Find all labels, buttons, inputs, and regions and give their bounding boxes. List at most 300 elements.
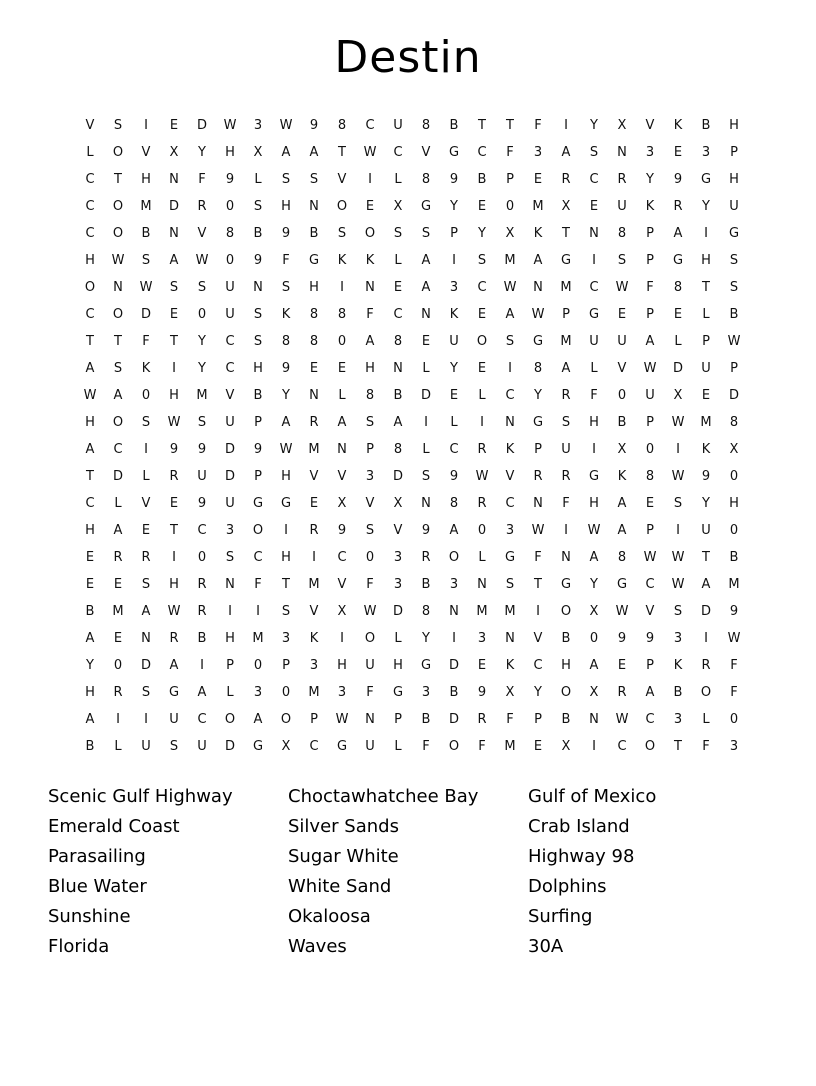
grid-letter: S <box>253 334 263 349</box>
worksheet-page <box>0 30 816 1086</box>
grid-letter: I <box>340 280 344 295</box>
grid-letter: K <box>533 226 543 241</box>
grid-letter: O <box>700 685 712 700</box>
grid-letter: I <box>704 226 708 241</box>
grid-letter: F <box>646 280 654 295</box>
grid-letter: I <box>200 658 204 673</box>
grid-letter: C <box>197 712 207 727</box>
grid-letter: G <box>560 577 572 592</box>
grid-letter: E <box>169 496 179 511</box>
grid-letter: P <box>646 658 654 673</box>
grid-letter: A <box>281 145 291 160</box>
grid-letter: V <box>337 172 347 187</box>
grid-letter: W <box>111 253 125 268</box>
grid-letter: U <box>365 658 375 673</box>
grid-letter: K <box>449 307 459 322</box>
grid-letter: H <box>225 631 235 646</box>
grid-letter: Y <box>198 361 206 376</box>
grid-letter: Y <box>702 199 710 214</box>
grid-letter: C <box>85 199 95 214</box>
grid-letter: 3 <box>421 685 431 700</box>
grid-letter: O <box>84 280 96 295</box>
grid-letter: W <box>643 550 657 565</box>
grid-letter: H <box>169 577 179 592</box>
grid-letter: 8 <box>421 118 431 133</box>
grid-letter: L <box>450 415 458 430</box>
grid-letter: P <box>254 415 262 430</box>
grid-letter: A <box>561 145 571 160</box>
grid-letter: 0 <box>113 658 123 673</box>
grid-letter: D <box>448 712 459 727</box>
grid-letter: L <box>590 361 598 376</box>
grid-letter: W <box>615 280 629 295</box>
grid-letter: H <box>337 658 347 673</box>
grid-letter: F <box>422 739 430 754</box>
grid-letter: V <box>505 469 515 484</box>
word-list <box>48 782 816 962</box>
grid-letter: 9 <box>701 469 711 484</box>
grid-letter: L <box>114 739 122 754</box>
grid-letter: 9 <box>449 172 459 187</box>
grid-letter: X <box>673 388 683 403</box>
grid-letter: P <box>646 523 654 538</box>
grid-letter: X <box>561 739 571 754</box>
grid-letter: B <box>561 631 571 646</box>
grid-letter: K <box>701 442 711 457</box>
grid-letter: I <box>452 631 456 646</box>
grid-letter: R <box>533 469 543 484</box>
grid-letter: I <box>368 172 372 187</box>
grid-letter: M <box>728 577 740 592</box>
grid-letter: H <box>253 361 263 376</box>
grid-letter: B <box>197 631 207 646</box>
grid-letter: X <box>393 496 403 511</box>
grid-letter: A <box>281 415 291 430</box>
grid-letter: V <box>393 523 403 538</box>
grid-letter: N <box>617 145 627 160</box>
grid-letter: S <box>365 523 375 538</box>
grid-letter: 0 <box>337 334 347 349</box>
grid-letter: E <box>421 334 431 349</box>
grid-letter: R <box>617 172 627 187</box>
grid-letter: G <box>588 469 600 484</box>
grid-letter: D <box>196 118 207 133</box>
grid-letter: F <box>534 550 542 565</box>
grid-letter: N <box>589 226 599 241</box>
grid-letter: M <box>308 442 320 457</box>
grid-letter: C <box>85 172 95 187</box>
grid-letter: A <box>645 685 655 700</box>
grid-letter: M <box>476 604 488 619</box>
grid-letter: W <box>279 442 293 457</box>
grid-letter: F <box>366 685 374 700</box>
grid-letter: T <box>86 469 94 484</box>
grid-letter: S <box>169 739 179 754</box>
grid-letter: H <box>281 199 291 214</box>
grid-letter: S <box>281 280 291 295</box>
grid-letter: U <box>141 739 151 754</box>
word-list-item: Blue Water <box>48 876 147 897</box>
grid-letter: O <box>560 604 572 619</box>
grid-letter: P <box>646 415 654 430</box>
grid-letter: P <box>702 334 710 349</box>
grid-letter: W <box>671 415 685 430</box>
grid-letter: N <box>309 388 319 403</box>
grid-letter: H <box>85 253 95 268</box>
grid-letter: N <box>141 631 151 646</box>
grid-letter: W <box>83 388 97 403</box>
grid-letter: I <box>452 253 456 268</box>
grid-letter: G <box>252 496 264 511</box>
grid-letter: 0 <box>505 199 515 214</box>
grid-letter: D <box>700 604 711 619</box>
grid-letter: U <box>197 469 207 484</box>
grid-letter: I <box>144 712 148 727</box>
word-list-item: Parasailing <box>48 846 146 867</box>
grid-letter: U <box>365 739 375 754</box>
grid-letter: R <box>701 658 711 673</box>
grid-letter: R <box>477 712 487 727</box>
grid-letter: S <box>141 685 151 700</box>
grid-letter: W <box>531 523 545 538</box>
grid-letter: U <box>561 442 571 457</box>
grid-letter: B <box>141 226 151 241</box>
grid-letter: U <box>169 712 179 727</box>
grid-letter: S <box>729 280 739 295</box>
grid-letter: F <box>366 577 374 592</box>
grid-letter: L <box>702 307 710 322</box>
grid-letter: S <box>225 550 235 565</box>
grid-letter: 3 <box>365 469 375 484</box>
grid-letter: I <box>312 550 316 565</box>
grid-letter: D <box>224 442 235 457</box>
grid-letter: V <box>645 118 655 133</box>
grid-letter: 8 <box>617 550 627 565</box>
grid-letter: S <box>281 604 291 619</box>
grid-letter: R <box>561 172 571 187</box>
grid-letter: M <box>140 199 152 214</box>
grid-letter: A <box>85 631 95 646</box>
grid-letter: A <box>85 361 95 376</box>
grid-letter: G <box>252 739 264 754</box>
grid-letter: 8 <box>645 469 655 484</box>
grid-letter: 9 <box>281 361 291 376</box>
grid-letter: G <box>308 253 320 268</box>
grid-letter: F <box>562 496 570 511</box>
grid-letter: L <box>338 388 346 403</box>
grid-letter: B <box>85 604 95 619</box>
grid-letter: S <box>169 280 179 295</box>
grid-letter: C <box>589 172 599 187</box>
grid-letter: B <box>701 118 711 133</box>
grid-letter: W <box>139 280 153 295</box>
grid-letter: 9 <box>197 442 207 457</box>
word-list-item: Scenic Gulf Highway <box>48 786 233 807</box>
grid-letter: K <box>645 199 655 214</box>
grid-letter: S <box>253 307 263 322</box>
grid-letter: B <box>477 172 487 187</box>
grid-letter: M <box>504 253 516 268</box>
grid-letter: C <box>505 496 515 511</box>
grid-letter: S <box>141 577 151 592</box>
grid-letter: G <box>532 334 544 349</box>
grid-letter: W <box>671 469 685 484</box>
grid-letter: S <box>589 145 599 160</box>
grid-letter: R <box>197 199 207 214</box>
grid-letter: L <box>254 172 262 187</box>
grid-letter: X <box>589 604 599 619</box>
grid-letter: Y <box>478 226 486 241</box>
grid-letter: H <box>85 685 95 700</box>
grid-letter: V <box>337 469 347 484</box>
grid-letter: L <box>142 469 150 484</box>
grid-letter: A <box>421 280 431 295</box>
grid-letter: I <box>144 442 148 457</box>
grid-letter: C <box>449 442 459 457</box>
grid-letter: S <box>561 415 571 430</box>
grid-letter: W <box>615 604 629 619</box>
grid-letter: T <box>702 550 710 565</box>
grid-letter: H <box>365 361 375 376</box>
grid-letter: 3 <box>477 631 487 646</box>
grid-letter: W <box>503 280 517 295</box>
grid-letter: D <box>420 388 431 403</box>
grid-letter: H <box>729 172 739 187</box>
grid-letter: E <box>673 145 683 160</box>
grid-letter: V <box>617 361 627 376</box>
grid-letter: I <box>676 523 680 538</box>
grid-letter: I <box>340 631 344 646</box>
grid-letter: U <box>225 307 235 322</box>
grid-letter: E <box>477 199 487 214</box>
grid-letter: A <box>505 307 515 322</box>
grid-letter: X <box>169 145 179 160</box>
grid-letter: B <box>309 226 319 241</box>
grid-letter: E <box>645 496 655 511</box>
grid-letter: F <box>506 145 514 160</box>
grid-letter: W <box>727 334 741 349</box>
grid-letter: C <box>85 307 95 322</box>
grid-letter: B <box>421 712 431 727</box>
grid-letter: 9 <box>309 118 319 133</box>
grid-letter: L <box>226 685 234 700</box>
grid-letter: G <box>700 172 712 187</box>
grid-letter: H <box>729 118 739 133</box>
grid-letter: C <box>309 739 319 754</box>
word-list-item: Gulf of Mexico <box>528 786 657 807</box>
grid-letter: R <box>561 388 571 403</box>
grid-letter: H <box>141 172 151 187</box>
grid-letter: M <box>700 415 712 430</box>
grid-letter: R <box>309 415 319 430</box>
grid-letter: B <box>393 388 403 403</box>
grid-letter: D <box>224 469 235 484</box>
grid-letter: P <box>646 226 654 241</box>
grid-letter: N <box>533 280 543 295</box>
grid-letter: I <box>536 604 540 619</box>
grid-letter: V <box>141 496 151 511</box>
grid-letter: 0 <box>365 550 375 565</box>
grid-letter: 0 <box>225 253 235 268</box>
grid-letter: M <box>504 739 516 754</box>
grid-letter: E <box>477 361 487 376</box>
word-list-item: Dolphins <box>528 876 607 897</box>
grid-letter: D <box>168 199 179 214</box>
grid-letter: V <box>337 577 347 592</box>
grid-letter: S <box>673 496 683 511</box>
grid-letter: R <box>309 523 319 538</box>
grid-letter: D <box>728 388 739 403</box>
grid-letter: I <box>144 118 148 133</box>
grid-letter: 0 <box>729 523 739 538</box>
grid-letter: C <box>589 280 599 295</box>
grid-letter: E <box>617 307 627 322</box>
grid-letter: T <box>702 280 710 295</box>
grid-letter: E <box>365 199 375 214</box>
grid-letter: L <box>114 496 122 511</box>
grid-letter: K <box>673 118 683 133</box>
grid-letter: V <box>533 631 543 646</box>
grid-letter: S <box>505 334 515 349</box>
grid-letter: M <box>308 685 320 700</box>
grid-letter: A <box>253 712 263 727</box>
grid-letter: D <box>392 604 403 619</box>
grid-letter: A <box>393 415 403 430</box>
grid-letter: 0 <box>253 658 263 673</box>
grid-letter: I <box>704 631 708 646</box>
grid-letter: H <box>589 415 599 430</box>
grid-letter: N <box>533 496 543 511</box>
grid-letter: O <box>364 631 376 646</box>
grid-letter: S <box>505 577 515 592</box>
grid-letter: H <box>309 280 319 295</box>
grid-letter: E <box>85 577 95 592</box>
grid-letter: U <box>589 334 599 349</box>
grid-letter: V <box>421 145 431 160</box>
grid-letter: T <box>338 145 346 160</box>
grid-letter: R <box>617 685 627 700</box>
grid-letter: N <box>253 280 263 295</box>
grid-letter: 0 <box>729 469 739 484</box>
grid-letter: I <box>564 118 568 133</box>
grid-letter: N <box>449 604 459 619</box>
grid-letter: X <box>505 226 515 241</box>
grid-letter: C <box>337 550 347 565</box>
grid-letter: C <box>393 307 403 322</box>
grid-letter: U <box>617 199 627 214</box>
grid-letter: 0 <box>197 550 207 565</box>
grid-letter: S <box>113 361 123 376</box>
grid-letter: 9 <box>253 442 263 457</box>
grid-letter: 3 <box>225 523 235 538</box>
grid-letter: E <box>141 523 151 538</box>
grid-letter: X <box>729 442 739 457</box>
grid-letter: H <box>589 496 599 511</box>
grid-letter: 0 <box>729 712 739 727</box>
grid-letter: C <box>477 280 487 295</box>
grid-letter: A <box>169 253 179 268</box>
grid-letter: N <box>589 712 599 727</box>
grid-letter: R <box>197 604 207 619</box>
grid-letter: G <box>616 577 628 592</box>
grid-letter: X <box>253 145 263 160</box>
grid-letter: H <box>729 496 739 511</box>
grid-letter: E <box>85 550 95 565</box>
grid-letter: A <box>85 442 95 457</box>
grid-letter: C <box>533 658 543 673</box>
grid-letter: M <box>560 280 572 295</box>
grid-letter: 9 <box>253 253 263 268</box>
grid-letter: E <box>533 739 543 754</box>
grid-letter: E <box>113 577 123 592</box>
grid-letter: W <box>671 550 685 565</box>
grid-letter: S <box>421 226 431 241</box>
grid-letter: Y <box>450 199 458 214</box>
grid-letter: 9 <box>225 172 235 187</box>
grid-letter: H <box>225 145 235 160</box>
grid-letter: C <box>505 388 515 403</box>
grid-letter: Y <box>282 388 290 403</box>
grid-letter: S <box>477 253 487 268</box>
grid-letter: 9 <box>169 442 179 457</box>
grid-letter: F <box>282 253 290 268</box>
grid-letter: P <box>646 307 654 322</box>
grid-letter: O <box>112 307 124 322</box>
grid-letter: H <box>561 658 571 673</box>
grid-letter: E <box>477 658 487 673</box>
grid-letter: 3 <box>337 685 347 700</box>
grid-letter: T <box>534 577 542 592</box>
grid-letter: 3 <box>449 577 459 592</box>
grid-letter: N <box>505 415 515 430</box>
grid-letter: E <box>449 388 459 403</box>
grid-letter: A <box>365 334 375 349</box>
grid-letter: L <box>674 334 682 349</box>
grid-letter: Y <box>450 361 458 376</box>
letter-grid <box>76 112 748 760</box>
grid-letter: O <box>644 739 656 754</box>
grid-letter: A <box>617 496 627 511</box>
grid-letter: C <box>85 496 95 511</box>
grid-letter: C <box>645 577 655 592</box>
grid-letter: 8 <box>617 226 627 241</box>
grid-letter: E <box>309 496 319 511</box>
grid-letter: Y <box>590 118 598 133</box>
grid-letter: A <box>617 523 627 538</box>
grid-letter: P <box>562 307 570 322</box>
grid-letter: V <box>365 496 375 511</box>
grid-letter: N <box>337 442 347 457</box>
grid-letter: A <box>141 604 151 619</box>
grid-letter: A <box>337 415 347 430</box>
grid-letter: L <box>422 442 430 457</box>
grid-letter: L <box>478 550 486 565</box>
grid-letter: W <box>223 118 237 133</box>
grid-letter: X <box>617 442 627 457</box>
word-list-item: Crab Island <box>528 816 630 837</box>
word-list-item: Sugar White <box>288 846 399 867</box>
grid-letter: K <box>141 361 151 376</box>
grid-letter: 8 <box>225 226 235 241</box>
grid-letter: 3 <box>253 118 263 133</box>
grid-letter: 9 <box>337 523 347 538</box>
grid-letter: C <box>617 739 627 754</box>
grid-letter: Y <box>646 172 654 187</box>
grid-letter: B <box>449 685 459 700</box>
grid-letter: W <box>587 523 601 538</box>
grid-letter: G <box>336 739 348 754</box>
grid-letter: V <box>309 604 319 619</box>
